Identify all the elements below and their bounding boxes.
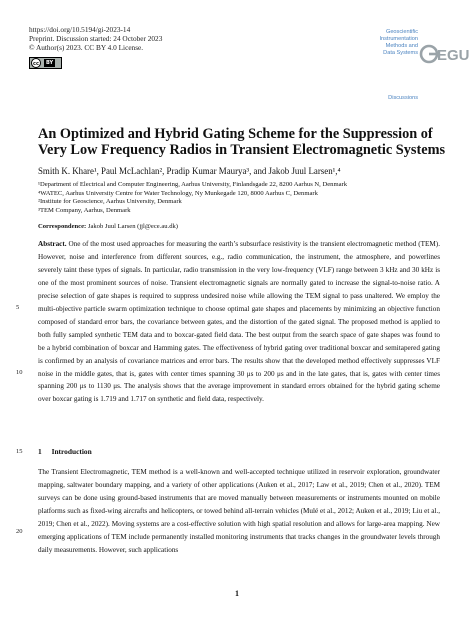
affiliation-item: ¹Department of Electrical and Computer Engineering, Aarhus University, Finlandsgade 22, 8200 Aarhus N, Denmark — [38, 181, 347, 188]
affiliation-item: ⁴WATEC, Aarhus University Centre for Water Technology, Ny Munkegade 120, 8000 Aarhus C, Denmark — [38, 189, 318, 197]
paper-title: An Optimized and Hybrid Gating Scheme for the Suppression of Very Low Frequency Radios in Transient Electromagnetic Systems — [38, 126, 446, 159]
cc-license-icon: cc — [31, 58, 41, 68]
affiliations — [38, 181, 347, 215]
line-number: 10 — [16, 369, 23, 376]
section-heading — [38, 447, 92, 456]
abstract-label: Abstract. — [38, 240, 67, 248]
correspondence — [38, 223, 178, 231]
abstract — [38, 238, 440, 406]
affiliation-item: ³TEM Company, Aarhus, Denmark — [38, 206, 131, 214]
affiliation-item: ²Institute for Geoscience, Aarhus University, Denmark — [38, 198, 182, 206]
copyright-line: © Author(s) 2023. CC BY 4.0 License. — [29, 43, 144, 53]
journal-discussions-label: Discussions — [388, 95, 418, 101]
svg-text:EGU: EGU — [437, 47, 470, 64]
section-title: Introduction — [51, 447, 92, 456]
correspondence-text[interactable]: Jakob Juul Larsen (jjl@ece.au.dk) — [87, 223, 179, 230]
section-number: 1 — [38, 447, 42, 456]
author-list: Smith K. Khare¹, Paul McLachlan², Pradip Kumar Maurya³, and Jakob Juul Larsen¹,⁴ — [38, 166, 341, 176]
preprint-date: Preprint. Discussion started: 24 October 2023 — [29, 34, 163, 44]
line-number: 20 — [16, 528, 23, 535]
abstract-text: One of the most used approaches for measuring the earth’s subsurface resistivity is the transient electromagnetic method (TEM). However, noise and interference from different sources, e.g., radio communication, the instrument, the atmosphere, and powerlines severely taint these types of signals. In particular, radio transmission in the very low-frequency (VLF) range between 3 kHz and 30 kHz is one of the most prominent sources of noise. Transient electromagnetic signals are normally gated to increase the signal-to-noise ratio. A precise selection of gate shapes is required to suppress undesired noise while allowing the TEM signal to pass unaltered. We employ the multi-objective particle swarm optimization technique to choose optimal gate shapes and placements by minimizing an objective function composed of standard error bars, the covariance between gates, and the distortion of the gated signal. The proposed method is applied to both fully sampled synthetic TEM data and to boxcar-gated field data. The best output from the search space of gate shapes was found to be a hybrid combination of boxcar and Hamming gates. The effectiveness of hybrid gating over traditional boxcar and semitapered gating is confirmed by an analysis of covariance matrices and error bars. The results show that the developed method effectively suppresses VLF noise in the middle gates, that is, gates with center times spanning 30 μs to 200 μs and in the late gates, that is, gates with center times spanning 200 μs to 1130 μs. The analysis shows that the average improvement in standard errors obtained for the hybrid gating scheme over boxcar gating is 1.719 and 1.717 on synthetic and field data, respectively. — [38, 240, 441, 404]
cc-license-badge[interactable] — [29, 57, 62, 69]
journal-logo-block — [340, 29, 470, 101]
line-number: 5 — [16, 304, 20, 311]
egu-logo — [420, 37, 470, 71]
line-number: 15 — [16, 448, 23, 455]
journal-name: Geoscientific Instrumentation Methods and Data Systems — [379, 29, 418, 56]
correspondence-label: Correspondence: — [38, 223, 87, 230]
preprint-header — [29, 25, 162, 53]
intro-paragraph: The Transient Electromagnetic, TEM method is a well-known and well-accepted technique utilized in reservoir exploration, groundwater mapping, saltwater boundary mapping, and a variety of other applications (Auken et al., 2017; Law et al., 2019; Chen et al., 2020). TEM surveys can be done using ground-based instruments that are moved manually between measurements or instruments mounted on mobile platforms such as fixed-wing aircrafts and helicopters, or towed behind all-terrain vehicles (Mulé et al., 2012; Auken et al., 2019; Liu et al., 2019; Chen et al., 2022). Moving systems are a cost-effective solution with high spatial resolution and allows for large-area mapping. New emerging applications of TEM include permanently installed monitoring instruments that tracks changes in the groundwater levels through daily measurements. However, such applications — [38, 468, 440, 554]
page-number: 1 — [235, 589, 239, 598]
cc-by-label: BY — [46, 60, 54, 66]
doi-link[interactable]: https://doi.org/10.5194/gi-2023-14 — [29, 25, 131, 34]
